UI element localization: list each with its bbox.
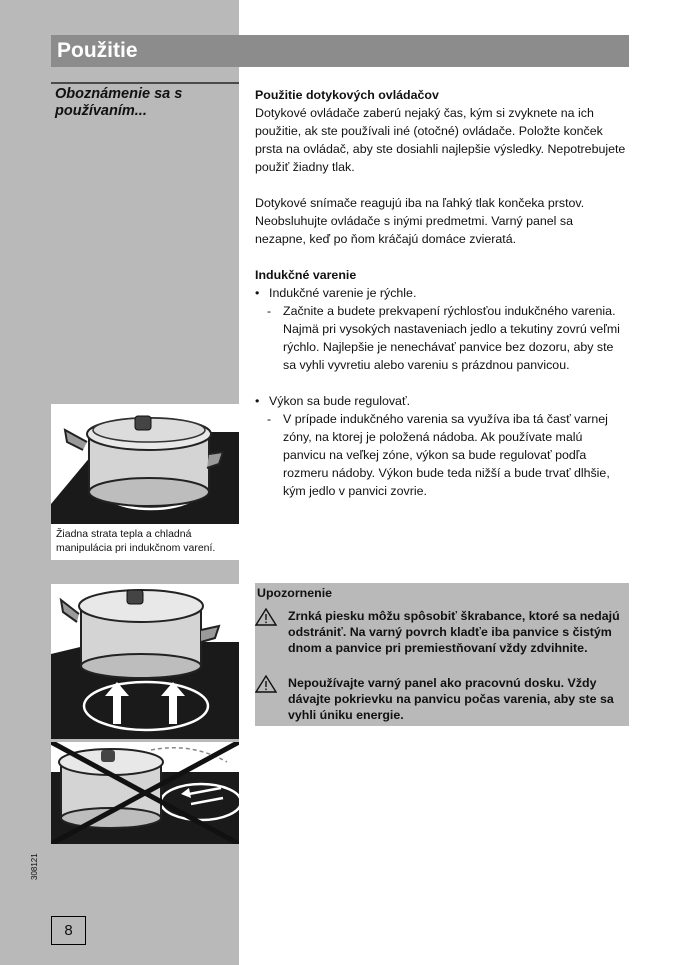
warning-title: Upozornenie bbox=[257, 586, 333, 600]
pot-on-hob-illustration bbox=[51, 404, 239, 524]
warning-text: Zrnká piesku môžu spôsobiť škrabance, ktoré sa nedajú odstrániť. Na varný povrch kladťe iba panvice s čistým dnom a panvice pri premiestňovaní vždy zdvihnite. bbox=[288, 609, 620, 655]
dash-marker: - bbox=[267, 412, 272, 426]
sidebar-heading: Oboznámenie sa s používaním... bbox=[55, 86, 183, 119]
bullet-item bbox=[255, 284, 627, 302]
bullet-text: Indukčné varenie je rýchle. bbox=[269, 286, 417, 300]
sub-bullet-text: Začnite a budete prekvapení rýchlosťou indukčného varenia. Najmä pri vysokých nastaveniach jedlo a tekutiny zovrú veľmi rýchlo. Najlepšie je nenechávať panvice bez dozoru, aby ste sa vyhli vyvretiu alebo vareniu s prázdnou panvicou. bbox=[283, 304, 620, 372]
warning-item bbox=[255, 675, 629, 723]
sidebar-rule bbox=[51, 82, 239, 84]
page-number: 8 bbox=[51, 916, 86, 945]
sub-bullet-item bbox=[255, 410, 627, 500]
touch-paragraph-2: Dotykové snímače reagujú iba na ľahký tlak končeka prstov. Neobsluhujte ovládače s inými predmetmi. Varný panel sa nezapne, keď po ňom kráčajú domáce zvieratá. bbox=[255, 196, 585, 246]
touch-paragraph-1: Dotykové ovládače zaberú nejaký čas, kým si zvyknete na ich použitie, ak ste používali iné (otočné) ovládače. Položte konček prsta na ovládač, aby ste dosiahli najlepšie výsledky. Nepotrebujete použiť žiadny tlak. bbox=[255, 106, 626, 174]
warning-text: Nepoužívajte varný panel ako pracovnú dosku. Vždy dávajte pokrievku na panvicu počas varenia, aby ste sa vyhli úniku energie. bbox=[288, 676, 614, 722]
bullet-marker: • bbox=[255, 286, 260, 300]
illustration-frame bbox=[51, 742, 239, 844]
warning-triangle-icon bbox=[255, 675, 277, 693]
induction-heading: Indukčné varenie bbox=[255, 268, 357, 282]
illustration-caption: Žiadna strata tepla a chladná manipulácia pri indukčnom varení. bbox=[56, 528, 216, 554]
touch-heading: Použitie dotykových ovládačov bbox=[255, 88, 439, 102]
illustration-frame bbox=[51, 584, 239, 739]
page-title: Použitie bbox=[57, 39, 138, 62]
main-text bbox=[255, 86, 627, 500]
title-bar bbox=[51, 35, 629, 67]
sub-bullet-item bbox=[255, 302, 627, 374]
bullet-text: Výkon sa bude regulovať. bbox=[269, 394, 411, 408]
document-code: 308121 bbox=[30, 853, 39, 880]
dash-marker: - bbox=[267, 304, 272, 318]
bullet-item bbox=[255, 392, 627, 410]
bullet-marker: • bbox=[255, 394, 260, 408]
lift-pot-illustration bbox=[51, 584, 239, 739]
warning-item bbox=[255, 608, 629, 672]
do-not-slide-pot-illustration bbox=[51, 742, 239, 844]
warning-triangle-icon bbox=[255, 608, 277, 626]
sub-bullet-text: V prípade indukčného varenia sa využíva iba tá časť varnej zóny, na ktorej je položená nádoba. Ak používate malú panvicu na veľkej zóne, výkon sa bude regulovať podľa rozmeru nádoby. Výkon bude teda nižší a bude trvať dlhšie, kým jedlo v panvici zovrie. bbox=[283, 412, 610, 498]
warning-box bbox=[255, 583, 629, 726]
